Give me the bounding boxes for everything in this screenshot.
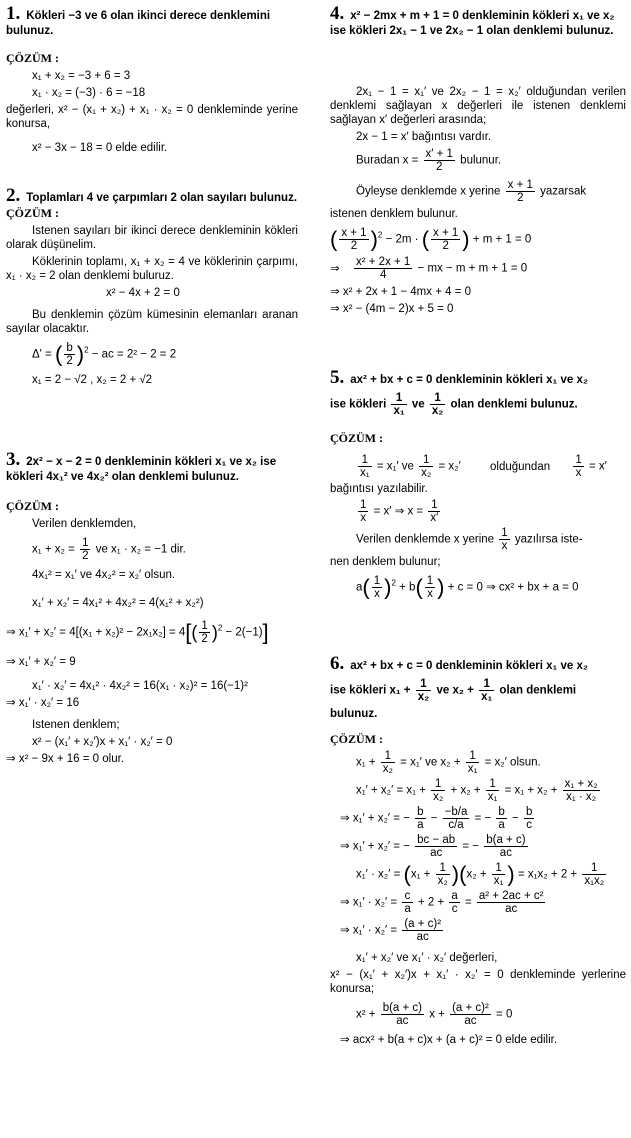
equation-line (330, 256, 626, 281)
equation-part: = x′ (588, 460, 607, 473)
numerator: b (498, 806, 505, 818)
fraction (415, 834, 457, 859)
equation-line (330, 575, 626, 600)
fraction (563, 778, 600, 803)
title-part: olan denklemi (499, 684, 577, 697)
problem-number: 6. (330, 653, 345, 674)
numerator: 1 (419, 454, 433, 467)
numerator: 1 (201, 620, 208, 632)
denominator: 2 (350, 240, 358, 252)
fraction (80, 537, 90, 562)
equation-part: + c = 0 ⇒ cx² + bx + a = 0 (447, 581, 579, 594)
equation-line (340, 834, 626, 859)
problem-number: 1. (6, 3, 21, 24)
problem-2 (6, 185, 298, 390)
equation-line: x₁′ · x₂′ = 4x₁² · 4x₂² = 16(x₁ · x₂)² = 16(−1)² (32, 680, 248, 692)
equation-part: ve x₁ · x₂ = −1 dir. (95, 543, 186, 556)
problem-6 (330, 653, 626, 1050)
paren: ( (362, 574, 370, 600)
fraction (492, 862, 506, 887)
numerator: 1 (430, 392, 446, 405)
delta-rest: − ac = 2² − 2 = 2 (91, 348, 177, 361)
equation-line (330, 750, 626, 775)
title-part: ve (411, 398, 425, 411)
numerator: 1 (381, 750, 395, 763)
equation-part: x₁ + x₂ = (32, 543, 75, 556)
exponent: 2 (377, 230, 383, 240)
text-line: değerleri, x² − (x₁ + x₂) + x₁ · x₂ = 0 denkleminde yerine konursa, (6, 104, 298, 130)
equation-line (6, 620, 298, 645)
numerator: c (402, 890, 412, 903)
denominator: x (374, 588, 380, 600)
fraction (428, 499, 440, 524)
delta-symbol: Δ' = (32, 348, 52, 361)
denominator: a (417, 819, 424, 831)
numerator: 1 (428, 499, 440, 512)
paren: ( (459, 861, 467, 887)
title-part: ise kökleri (330, 398, 387, 411)
fraction (431, 778, 445, 803)
fraction (499, 527, 509, 552)
equation-part: = x₁x₂ + 2 + (517, 868, 578, 881)
problem-title: Kökleri −3 ve 6 olan ikinci derece denklemini bulunuz. (6, 10, 271, 37)
problem-4-heading (330, 3, 626, 39)
equation-line (330, 1002, 626, 1027)
fraction (450, 1002, 491, 1027)
equation-part: = x′ ⇒ x = (373, 505, 424, 518)
equation-part: + 2 + (417, 896, 445, 909)
equation-part: = x₁′ ve x₂ + (400, 756, 461, 769)
problem-title: ax² + bx + c = 0 denkleminin kökleri x₁ ve x₂ (350, 374, 588, 386)
equation-part: − 2(−1) (225, 626, 263, 639)
equation-part: ⇒ x₁′ · x₂′ = (340, 924, 398, 937)
numerator: 1 (373, 575, 381, 587)
denominator: x₁ (493, 875, 504, 887)
denominator: x₂ (437, 875, 448, 887)
numerator: b(a + c) (486, 834, 526, 846)
implies-arrow: ⇒ (330, 262, 340, 275)
numerator: 1 (416, 678, 432, 691)
numerator: b (66, 342, 73, 354)
problem-title: x² − 2mx + m + 1 = 0 denkleminin kökleri x₁ ve x₂ ise kökleri 2x₁ − 1 ve 2x₂ − 1 olan denklemi bulunuz. (330, 10, 615, 37)
paren: ) (370, 226, 378, 252)
denominator: ac (396, 1015, 409, 1027)
equation-line (330, 179, 626, 204)
exponent: 2 (391, 578, 396, 588)
equation-part: = x₂′ (438, 460, 461, 473)
problem-title: Toplamları 4 ve çarpımları 2 olan sayıları bulunuz. (26, 192, 298, 204)
denominator: c (451, 903, 458, 915)
equation-part: = 0 (496, 1008, 513, 1021)
numerator: 1 (575, 454, 582, 466)
fraction (443, 806, 470, 831)
bracket: ] (262, 619, 269, 645)
solution-label: ÇÖZÜM : (6, 206, 59, 220)
numerator: 1 (492, 862, 506, 875)
equation-part: = x₁ + x₂ + (504, 784, 558, 797)
numerator: 1 (358, 454, 372, 467)
equation-line: x₁ · x₂ = (−3) · 6 = −18 (32, 87, 146, 99)
fraction (391, 392, 406, 417)
denominator: 2 (66, 355, 73, 367)
denominator: x′ (430, 512, 439, 524)
text-paragraph: Istenen sayıları bir ikinci derece denkleminin kökleri olarak düşünelim. (6, 225, 298, 251)
numerator: x + 1 (433, 227, 459, 239)
exponent: 2 (217, 623, 223, 633)
paren: ) (76, 341, 85, 367)
equation-line: ⇒ x² − (4m − 2)x + 5 = 0 (330, 303, 454, 315)
fraction (419, 454, 433, 479)
problem-1-heading (6, 3, 298, 39)
equation-part: yazılırsa iste- (514, 533, 583, 546)
equation-part: x + (429, 1008, 445, 1021)
problem-5 (330, 367, 626, 603)
title-part: olan denklemi bulunuz. (450, 398, 578, 411)
problem-title: ax² + bx + c = 0 denkleminin kökleri x₁ ve x₂ (350, 660, 588, 672)
fraction (496, 806, 506, 831)
numerator: 1 (486, 778, 500, 791)
denominator: x₁ (467, 763, 478, 775)
denominator: 2 (442, 240, 449, 252)
problem-title: 2x² − x − 2 = 0 denkleminin kökleri x₁ ve x₂ ise kökleri 4x₁² ve 4x₂² olan denklemi bulunuz. (6, 456, 277, 483)
text-line: Istenen denklem; (32, 719, 120, 731)
denominator: x₂ (433, 791, 444, 803)
equation-part: − (512, 812, 519, 825)
paren: ( (191, 622, 198, 643)
numerator: a (451, 890, 458, 902)
fraction (358, 454, 372, 479)
problem-title-line-2 (330, 678, 626, 703)
fraction (582, 862, 606, 887)
paren: ( (330, 226, 338, 252)
equation-part: Buradan x = (356, 154, 419, 167)
denominator: x₂ (417, 691, 430, 703)
equation-line: ⇒ x² − 9x + 16 = 0 olur. (6, 753, 124, 765)
fraction (339, 227, 368, 252)
numerator: 1 (501, 527, 508, 539)
problem-title-line-2 (330, 392, 626, 417)
title-part: ise kökleri x₁ + (330, 684, 411, 697)
equation-line (6, 537, 298, 562)
equation-part: yazarsak (540, 185, 587, 198)
fraction (199, 620, 209, 645)
denominator: 2 (201, 633, 208, 645)
numerator: x + 1 (341, 227, 367, 239)
problem-number: 2. (6, 185, 21, 206)
numerator: x₁ + x₂ (564, 778, 598, 790)
fraction (449, 890, 459, 915)
equation-part: x₁ + (356, 756, 376, 769)
title-part: ve x₂ + (436, 684, 474, 697)
denominator: x₂ (421, 467, 432, 479)
denominator: x (501, 540, 508, 552)
denominator: ac (505, 903, 518, 915)
numerator: x² + 2x + 1 (356, 256, 411, 268)
numerator: 1 (431, 778, 445, 791)
denominator: c (526, 819, 533, 831)
text-line: x₁′ + x₂′ ve x₁′ · x₂′ değerleri, (356, 952, 498, 964)
fraction (436, 862, 450, 887)
numerator: bc − ab (417, 834, 456, 846)
equation-line: ⇒ x² + 2x + 1 − 4mx + 4 = 0 (330, 286, 471, 298)
fraction (424, 148, 455, 173)
numerator: b(a + c) (382, 1002, 423, 1014)
equation-part: + b (399, 581, 416, 594)
equation-line: x² − 4x + 2 = 0 (106, 287, 180, 299)
numerator: b (525, 806, 533, 818)
denominator: ac (499, 847, 512, 859)
equation-part: = − (474, 812, 492, 825)
equation-line (330, 778, 626, 803)
equation-part: Verilen denklemde x yerine (356, 533, 495, 546)
fraction (402, 890, 412, 915)
solution-label: ÇÖZÜM : (6, 499, 59, 513)
numerator: x + 1 (507, 179, 533, 191)
equation-part: + m + 1 = 0 (472, 233, 532, 246)
denominator: x (360, 512, 367, 524)
equation-line (340, 806, 626, 831)
numerator: b (417, 806, 424, 818)
denominator: a (404, 903, 411, 915)
equation-line (340, 918, 626, 943)
equation-line: 4x₁² = x₁′ ve 4x₂² = x₂′ olsun. (32, 569, 176, 581)
fraction (425, 575, 435, 600)
equation-part: a (356, 581, 363, 594)
fraction (431, 227, 460, 252)
numerator: 1 (360, 499, 367, 511)
equation-line: ⇒ x₁′ · x₂′ = 16 (6, 697, 80, 709)
paren: ) (437, 574, 445, 600)
denominator: x₁ (393, 405, 405, 417)
equation-part: bulunur. (460, 154, 502, 167)
problem-number: 3. (6, 449, 21, 470)
denominator: 4 (379, 269, 387, 281)
text-line: bağıntısı yazılabilir. (330, 483, 428, 495)
denominator: x (575, 467, 582, 479)
problem-title-line-3: bulunuz. (330, 708, 378, 720)
denominator: ac (464, 1015, 477, 1027)
numerator: 1 (436, 862, 450, 875)
denominator: x₁ (360, 467, 370, 479)
text-paragraph: Bu denklemin çözüm kümesinin elemanları aranan sayılar olacaktır. (6, 309, 298, 335)
numerator: (a + c)² (452, 1002, 489, 1014)
paren: ( (55, 341, 63, 367)
text-paragraph: 2x₁ − 1 = x₁′ ve 2x₂ − 1 = x₂′ olduğundan verilen denklemi sağlayan x değerleri ile istenen denklemi sağlayan x′ değerleri arasında; (330, 86, 626, 126)
numerator: 1 (479, 678, 494, 691)
denominator: ac (430, 847, 443, 859)
equation-line: ⇒ x₁′ + x₂′ = 9 (6, 656, 76, 668)
equation-part: ⇒ x₁′ + x₂′ = − (340, 812, 410, 825)
fraction (402, 918, 443, 943)
paren: ) (451, 861, 460, 887)
delta-equation (6, 342, 298, 367)
numerator: −b/a (444, 806, 468, 818)
text-paragraph: x² − (x₁′ + x₂′)x + x₁′ · x₂′ = 0 denkleminde yerlerine konursa; (330, 969, 626, 995)
numerator: 1 (426, 575, 434, 587)
equation-line (330, 148, 626, 173)
equation-part: x² + (356, 1008, 376, 1021)
numerator: 1 (82, 537, 89, 549)
equation-part: Öyleyse denklemde x yerine (356, 185, 501, 198)
equation-part: x₁′ + x₂′ = x₁ + (356, 784, 426, 797)
fraction (479, 678, 494, 703)
numerator: 1 (391, 392, 406, 405)
equation-part: − (430, 812, 438, 825)
paren: ( (403, 861, 411, 887)
equation-line: x₁ = 2 − √2 , x₂ = 2 + √2 (32, 374, 153, 386)
denominator: x₁ (487, 791, 498, 803)
solution-label: ÇÖZÜM : (330, 431, 383, 445)
fraction (430, 392, 446, 417)
fraction (484, 834, 527, 859)
paren: ( (421, 226, 430, 252)
problem-2-heading (6, 185, 298, 206)
exponent: 2 (84, 345, 89, 355)
equation-part: = x₁′ ve (376, 460, 414, 473)
fraction (466, 750, 480, 775)
equation-part: + x₂ + (450, 784, 481, 797)
solution-label: ÇÖZÜM : (6, 51, 59, 65)
problem-4 (330, 3, 626, 319)
paren: ( (415, 574, 423, 600)
problem-3 (6, 449, 298, 769)
denominator: x (427, 588, 433, 600)
problem-1 (6, 3, 298, 158)
equation-part: ⇒ x₁′ + x₂′ = 4[(x₁ + x₂)² − 2x₁x₂] = 4 (6, 626, 186, 639)
denominator: 2 (517, 192, 524, 204)
paren: ) (507, 861, 515, 887)
fraction (477, 890, 546, 915)
problem-6-heading (330, 653, 626, 674)
fraction (416, 678, 432, 703)
equation-line: ⇒ acx² + b(a + c)x + (a + c)² = 0 elde edilir. (340, 1034, 558, 1046)
equation-line (330, 527, 626, 552)
equation-line (340, 890, 626, 915)
equation-line (330, 454, 626, 479)
numerator: 1 (582, 862, 606, 875)
denominator: x₁ (481, 691, 493, 703)
problem-number: 4. (330, 3, 345, 24)
text-line: istenen denklem bulunur. (330, 208, 458, 220)
numerator: 1 (466, 750, 480, 763)
paren: ) (462, 226, 470, 252)
equation-part: x₁′ · x₂′ = (356, 868, 401, 881)
fraction (524, 806, 534, 831)
fraction (415, 806, 425, 831)
numerator: (a + c)² (404, 918, 442, 930)
denominator: c/a (448, 819, 464, 831)
fraction (358, 499, 368, 524)
fraction (372, 575, 382, 600)
numerator: a² + 2ac + c² (478, 890, 544, 902)
paren: ) (211, 622, 218, 643)
equation-part: x₂ + (466, 868, 487, 881)
fraction (573, 454, 583, 479)
text-line: Verilen denklemden, (32, 518, 137, 530)
denominator: x₁x₂ (584, 875, 605, 887)
numerator: x′ + 1 (425, 148, 453, 160)
equation-line: x² − 3x − 18 = 0 elde edilir. (32, 142, 168, 154)
solution-label: ÇÖZÜM : (330, 732, 383, 746)
equation-line: x² − (x₁′ + x₂′)x + x₁′ · x₂′ = 0 (32, 736, 173, 748)
equation-line: x₁ + x₂ = −3 + 6 = 3 (32, 70, 131, 82)
equation-part: − 2m · (385, 233, 419, 246)
problem-number: 5. (330, 367, 345, 388)
problem-3-heading (6, 449, 298, 485)
equation-part: = x₂′ olsun. (484, 756, 541, 769)
fraction (64, 342, 74, 367)
equation-part: x₁ + (410, 868, 431, 881)
fraction (381, 750, 395, 775)
fraction (486, 778, 500, 803)
problem-5-heading (330, 367, 626, 388)
fraction (506, 179, 535, 204)
equation-part: = (464, 896, 472, 909)
equation-part: ⇒ x₁′ · x₂′ = (340, 896, 398, 909)
text-paragraph: Köklerinin toplamı, x₁ + x₂ = 4 ve köklerinin çarpımı, x₁ · x₂ = 2 olan denklemi buluruz. (6, 256, 298, 282)
equation-part: = − (462, 840, 480, 853)
fraction (381, 1002, 424, 1027)
fraction (354, 256, 412, 281)
equation-line (330, 499, 626, 524)
denominator: x₁ · x₂ (566, 791, 597, 803)
text-line: 2x − 1 = x′ bağıntısı vardır. (356, 131, 492, 143)
denominator: ac (416, 931, 429, 943)
denominator: x₂ (382, 763, 393, 775)
equation-part: ⇒ x₁′ + x₂′ = − (340, 840, 410, 853)
denominator: 2 (436, 161, 443, 173)
equation-line (330, 862, 626, 887)
equation-part: olduğundan (490, 460, 551, 473)
equation-line (330, 227, 626, 252)
bracket: [ (185, 619, 192, 645)
paren: ) (384, 574, 392, 600)
denominator: a (498, 819, 505, 831)
denominator: 2 (82, 550, 89, 562)
equation-part: − mx − m + m + 1 = 0 (417, 262, 528, 275)
text-line: nen denklem bulunur; (330, 556, 441, 568)
equation-line: x₁′ + x₂′ = 4x₁² + 4x₂² = 4(x₁² + x₂²) (32, 597, 204, 609)
denominator: x₂ (431, 405, 444, 417)
